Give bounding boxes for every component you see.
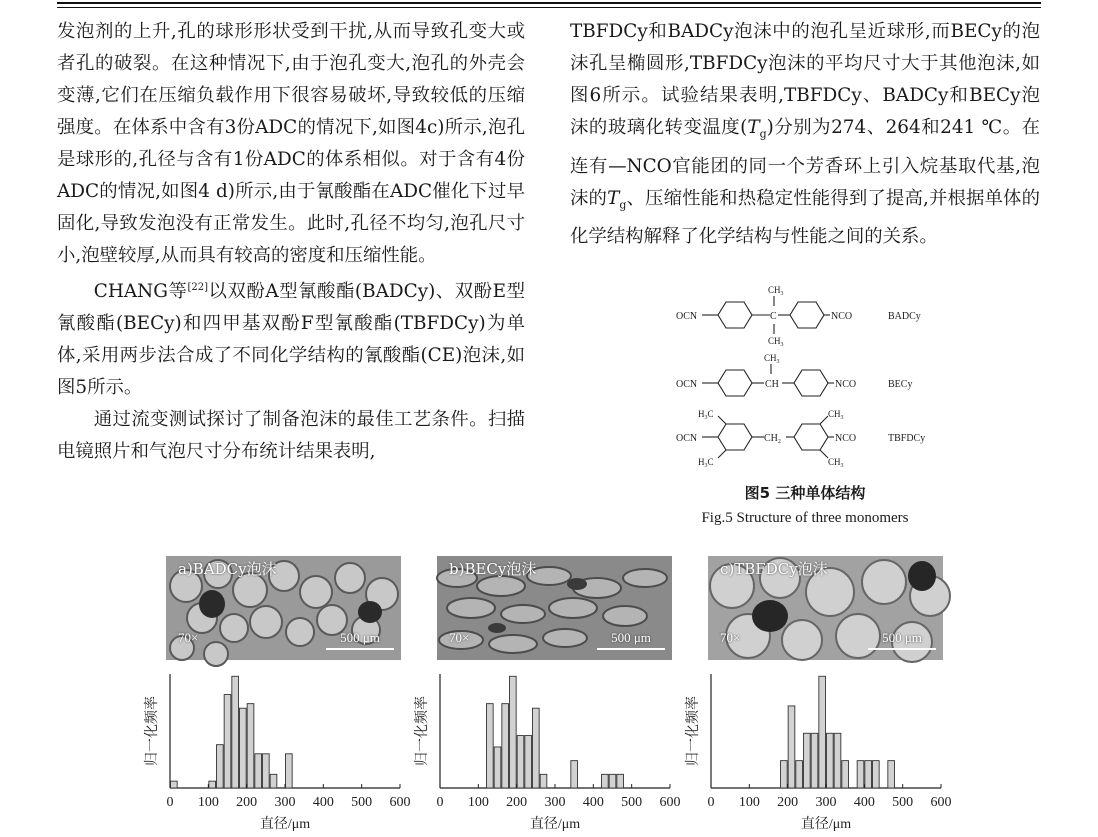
figure-5-caption-en: Fig.5 Structure of three monomers [701,510,909,526]
badcy-ocn: OCN [676,311,698,322]
histogram-bar [842,761,849,788]
y-axis-label: 归一化频率 [145,696,160,766]
x-tick-label: 100 [738,795,760,810]
x-tick-label: 200 [236,795,258,810]
tbfdcy-h3c-bottom: $H_3C$ [698,457,714,469]
histogram-bar [540,774,547,788]
x-tick-label: 400 [853,795,875,810]
x-tick-label: 300 [815,795,837,810]
sem-caption-tbfdcy: c)TBFDCy泡沫 [720,560,828,578]
sem-scale-label-tbfdcy: 500 μm [882,630,922,645]
figure-5-structures [668,280,968,480]
x-tick-label: 300 [274,795,296,810]
histogram-bar [224,695,231,788]
sem-panel-tbfdcy [708,556,943,660]
sem-magnification-tbfdcy: 70× [720,630,741,645]
x-tick-label: 600 [659,795,681,810]
sem-scale-label-badcy: 500 μm [340,630,380,645]
histogram-bar [796,761,803,788]
x-tick-label: 0 [436,795,444,810]
becy-ch: CH [765,379,779,390]
x-tick-label: 500 [621,795,643,810]
histogram-bar [209,781,216,788]
histogram-bar [827,733,834,788]
paragraph-4 [570,16,1040,253]
becy-ocn: OCN [676,379,698,390]
x-tick-label: 400 [312,795,334,810]
histogram-bar [171,781,178,788]
histogram-bar [510,676,517,788]
becy-nco: NCO [835,379,857,390]
tbfdcy-ch3-bottom: $CH_3$ [828,457,844,469]
sem-magnification-badcy: 70× [178,630,199,645]
sem-magnification-becy: 70× [449,630,470,645]
sem-scale-bar-becy [597,648,665,650]
tbfdcy-h3c-top: $H_3C$ [698,409,714,421]
left-column [57,16,525,468]
sem-panel-becy [437,556,672,660]
badcy-c: C [770,311,777,322]
x-tick-label: 400 [582,795,604,810]
badcy-label: BADCy [888,311,921,322]
histogram-bar [788,706,795,788]
paragraph-3: 通过流变测试探讨了制备泡沫的最佳工艺条件。扫描电镜照片和气泡尺寸分布统计结果表明, [57,409,525,463]
histogram-bar [571,761,578,788]
sem-scale-label-becy: 500 μm [611,630,651,645]
x-tick-label: 600 [389,795,411,810]
histogram-bar [263,754,270,788]
histogram-badcy [136,668,411,837]
becy-ch3: $CH_3$ [764,353,780,365]
histogram-bar [255,754,262,788]
histogram-bar [286,754,293,788]
sem-panel-badcy [166,556,401,660]
x-tick-label: 300 [544,795,566,810]
paragraph-4-part-a: TBFDCy和BADCy泡沫中的泡孔呈近球形,而BECy的泡沫孔呈椭圆形,TBFDCy泡沫的平均尺寸大于其他泡沫,如图6所示。试验结果表明,TBFDCy、BADCy和BECy泡沫的玻璃化转变温度( [570,21,1040,138]
histogram-bar [888,761,895,788]
histogram-bar [602,774,609,788]
histogram-bar [811,733,818,788]
tg-symbol-2: T [607,187,620,209]
tbfdcy-ch3-top: $CH_3$ [828,409,844,421]
tbfdcy-nco: NCO [835,433,857,444]
sem-caption-badcy: a)BADCy泡沫 [178,560,277,578]
sem-caption-becy: b)BECy泡沫 [449,560,537,578]
paragraph-2-text: 以双酚A型氰酸酯(BADCy)、双酚E型氰酸酯(BECy)和四甲基双酚F型氰酸酯(TBFDCy)为单体,采用两步法合成了不同化学结构的氰酸酯(CE)泡沫,如图5所示。 [57,281,525,399]
figure-5-title: 图5 三种单体结构 [744,484,866,502]
x-tick-label: 500 [351,795,373,810]
histogram-becy [406,668,681,837]
tg-symbol: T [747,117,760,138]
paragraph-4-part-c: 、压缩性能和热稳定性能得到了提高,并根据单体的化学结构解释了化学结构与性能之间的关系。 [570,187,1040,248]
histogram-bar [533,708,540,788]
x-tick-label: 100 [467,795,489,810]
y-axis-label: 归一化频率 [415,696,430,766]
reference-link[interactable]: [22] [187,282,208,293]
badcy-nco: NCO [831,311,853,322]
badcy-ch3-bottom: $CH_3$ [768,336,784,348]
histogram-bar [834,733,841,788]
histogram-bar [487,704,494,788]
histogram-bar [609,774,616,788]
tbfdcy-ch2: $CH_2$ [764,433,781,445]
histogram-bar [494,747,501,788]
header-rule [57,2,1041,4]
histogram-bar [217,745,224,788]
histogram-bar [525,736,532,788]
x-axis-label: 直径/μm [800,817,852,832]
tbfdcy-label: TBFDCy [888,433,926,444]
x-tick-label: 600 [930,795,952,810]
sem-scale-bar-badcy [326,648,394,650]
x-tick-label: 200 [777,795,799,810]
histogram-bar [865,761,872,788]
histogram-bar [857,761,864,788]
histogram-tbfdcy [677,668,952,837]
header-rule-thin [57,7,1041,8]
tg-subscript-2: g [619,198,627,212]
x-axis-label: 直径/μm [529,817,581,832]
becy-label: BECy [888,379,913,390]
histogram-bar [247,704,254,788]
x-tick-label: 200 [506,795,528,810]
x-tick-label: 0 [707,795,715,810]
histogram-bar [804,733,811,788]
histogram-bar [617,774,624,788]
y-axis-label: 归一化频率 [686,696,701,766]
histogram-bar [502,704,509,788]
histogram-bar [240,708,247,788]
histogram-bar [232,676,239,788]
histogram-bar [270,774,277,788]
x-tick-label: 500 [892,795,914,810]
author-name: CHANG等 [93,281,188,303]
right-column [570,16,1040,253]
x-axis-label: 直径/μm [259,817,311,832]
paragraph-1: 发泡剂的上升,孔的球形形状受到干扰,从而导致孔变大或者孔的破裂。在这种情况下,由于泡孔变大,泡孔的外壳会变薄,它们在压缩负载作用下很容易破坏,导致较低的压缩强度。在体系中含有3份ADC的情况下,如图4c)所示,泡孔是球形的,孔径与含有1份ADC的体系相似。对于含有4份ADC的情况,如图4 d)所示,由于氰酸酯在ADC催化下过早固化,导致发泡没有正常发生。此时,孔径不均匀,泡孔尺寸小,泡壁较厚,从而具有较高的密度和压缩性能。 [57,21,525,266]
badcy-ch3-top: $CH_3$ [768,285,784,297]
tbfdcy-ocn: OCN [676,433,698,444]
paragraph-2 [57,272,525,404]
histogram-bar [873,761,880,788]
paragraph-4-part-b: )分别为274、264和241 ℃。在连有—NCO官能团的同一个芳香环上引入烷基取代基,泡沫的 [570,117,1040,209]
tg-subscript: g [759,127,767,141]
histogram-bar [819,676,826,788]
x-tick-label: 100 [197,795,219,810]
histogram-bar [781,761,788,788]
sem-scale-bar-tbfdcy [868,648,936,650]
histogram-bar [517,736,524,788]
x-tick-label: 0 [166,795,174,810]
